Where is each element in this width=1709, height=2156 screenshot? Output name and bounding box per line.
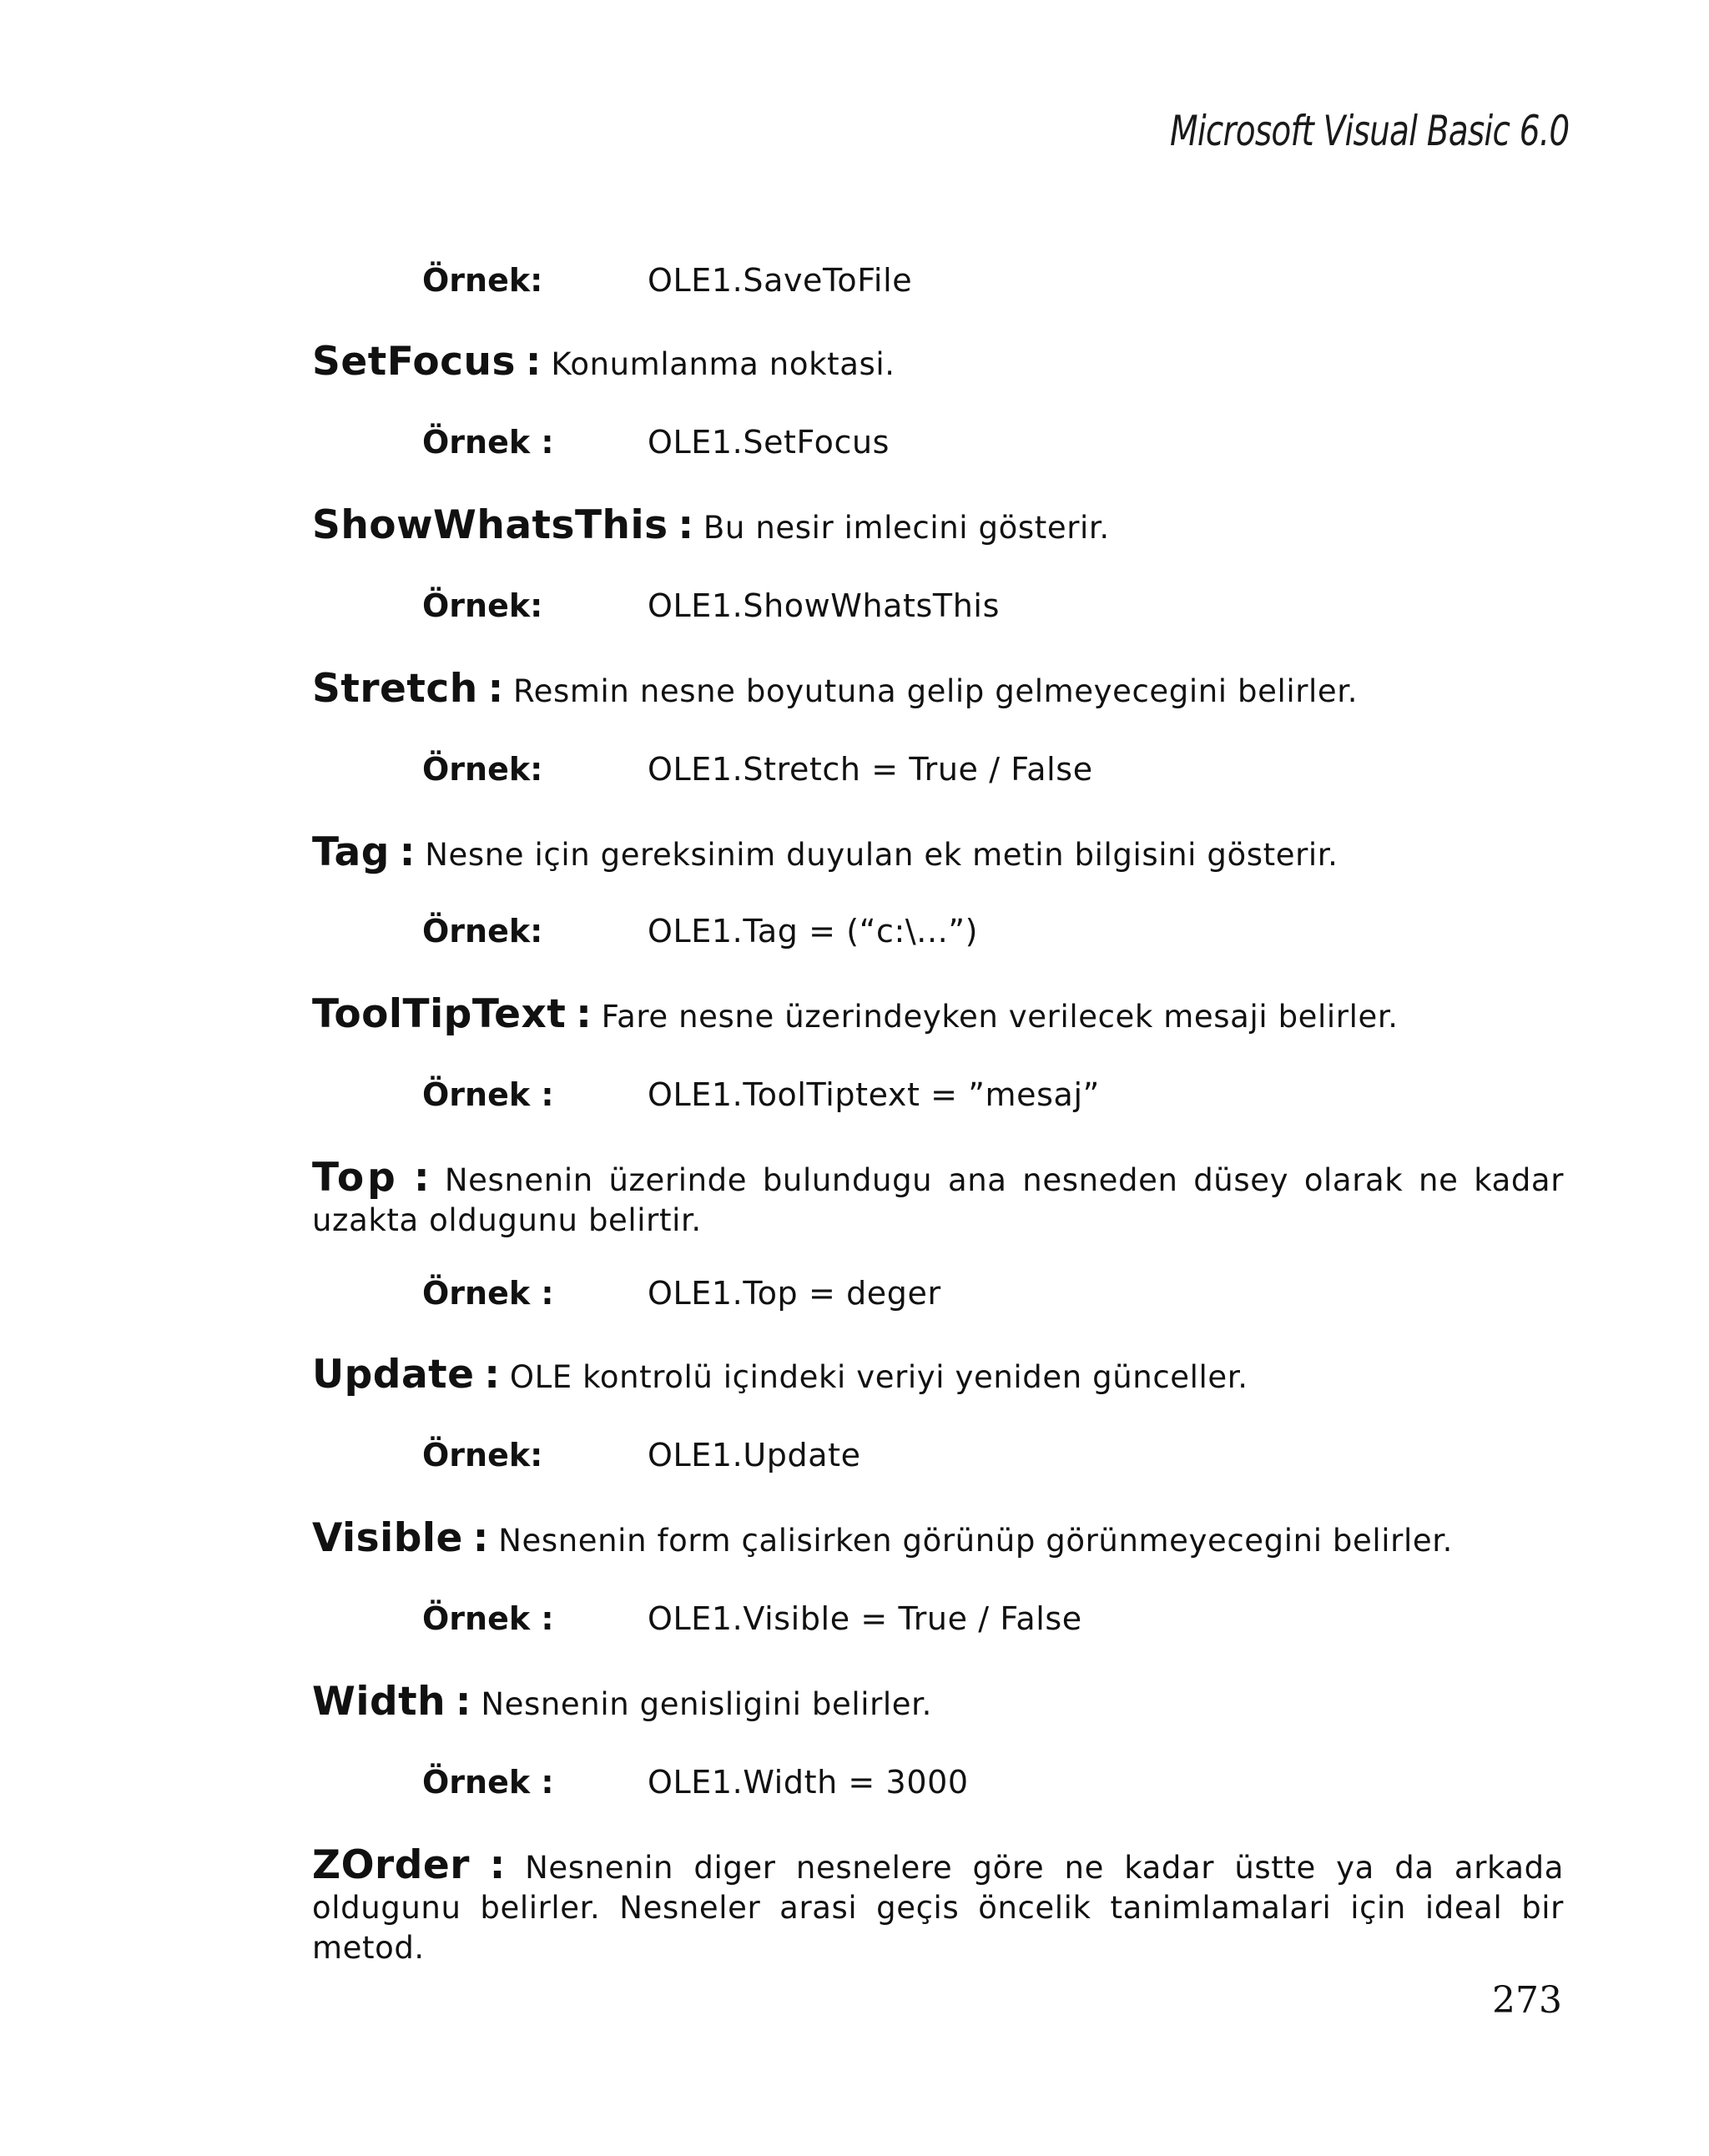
- example-code: OLE1.ShowWhatsThis: [648, 587, 1000, 624]
- entry-term: Width: [312, 1679, 446, 1725]
- entry-description: Nesnenin üzerinde bulundugu ana nesneden düsey olarak ne kadar uzakta oldugunu belirtir.: [312, 1162, 1565, 1238]
- entry-description: Nesnenin diger nesnelere göre ne kadar üstte ya da arkada oldugunu belirler. Nesneler arasi geçis öncelik tanimlamalari için ideal bir metod.: [312, 1850, 1565, 1966]
- page-number: 273: [1492, 1979, 1562, 2022]
- entry-term: Top: [312, 1155, 399, 1201]
- entry-tag: [312, 829, 1564, 875]
- entry-description: Fare nesne üzerindeyken verilecek mesaji belirler.: [601, 999, 1399, 1035]
- example-label: Örnek:: [422, 1437, 543, 1473]
- entry-description: OLE kontrolü içindeki veriyi yeniden günceller.: [509, 1359, 1248, 1395]
- entry-showwhatsthis: [312, 502, 1564, 548]
- entry-description: Nesne için gereksinim duyulan ek metin bilgisini gösterir.: [425, 837, 1338, 873]
- example-line-tooltiptext: [422, 1075, 1100, 1115]
- entry-term: ShowWhatsThis: [312, 502, 668, 548]
- example-code: OLE1.SaveToFile: [648, 262, 913, 299]
- entry-colon: :: [525, 339, 542, 385]
- example-label: Örnek :: [422, 1764, 554, 1801]
- entry-term: ToolTipText: [312, 991, 567, 1037]
- example-line-savetofile: [422, 260, 912, 300]
- example-code: OLE1.Visible = True / False: [648, 1600, 1082, 1637]
- entry-colon: :: [678, 502, 694, 548]
- entry-width: [312, 1679, 1564, 1725]
- example-line-stretch: [422, 749, 1093, 789]
- example-line-width: [422, 1762, 969, 1802]
- example-label: Örnek :: [422, 424, 554, 461]
- entry-description: Bu nesir imlecini gösterir.: [703, 510, 1110, 546]
- entry-visible: [312, 1515, 1564, 1561]
- example-code: OLE1.SetFocus: [648, 424, 890, 461]
- example-line-visible: [422, 1599, 1082, 1639]
- example-line-setfocus: [422, 422, 890, 462]
- entry-term: Update: [312, 1352, 475, 1398]
- entry-term: SetFocus: [312, 339, 516, 385]
- example-code: OLE1.Width = 3000: [648, 1764, 969, 1801]
- entry-description: Konumlanma noktasi.: [551, 346, 895, 382]
- entry-colon: :: [399, 829, 416, 875]
- example-label: Örnek :: [422, 1076, 554, 1113]
- entry-colon: :: [484, 1352, 501, 1398]
- example-code: OLE1.Update: [648, 1437, 861, 1473]
- entry-colon: :: [489, 1842, 506, 1888]
- entry-term: Stretch: [312, 666, 478, 712]
- entry-description: Nesnenin form çalisirken görünüp görünmeyecegini belirler.: [498, 1523, 1453, 1559]
- entry-colon: :: [487, 666, 504, 712]
- example-line-update: [422, 1435, 861, 1475]
- entry-stretch: [312, 666, 1564, 712]
- entry-colon: :: [576, 991, 592, 1037]
- entry-colon: :: [472, 1515, 489, 1561]
- entry-colon: :: [455, 1679, 471, 1725]
- example-label: Örnek :: [422, 1600, 554, 1637]
- entry-term: ZOrder: [312, 1842, 470, 1888]
- entry-update: [312, 1352, 1564, 1398]
- example-line-tag: [422, 911, 978, 951]
- example-code: OLE1.ToolTiptext = ”mesaj”: [648, 1076, 1100, 1113]
- example-code: OLE1.Stretch = True / False: [648, 751, 1093, 788]
- example-code: OLE1.Tag = (“c:\...”): [648, 913, 979, 950]
- example-label: Örnek :: [422, 1275, 554, 1312]
- entry-description: Nesnenin genisligini belirler.: [481, 1686, 932, 1722]
- example-label: Örnek:: [422, 913, 543, 950]
- example-line-top: [422, 1273, 941, 1313]
- entry-term: Tag: [312, 829, 390, 875]
- example-label: Örnek:: [422, 587, 543, 624]
- example-label: Örnek:: [422, 751, 543, 788]
- running-header: Microsoft Visual Basic 6.0: [1169, 107, 1569, 155]
- example-line-showwhatsthis: [422, 586, 1000, 626]
- entry-setfocus: [312, 339, 1564, 385]
- example-code: OLE1.Top = deger: [648, 1275, 941, 1312]
- entry-description: Resmin nesne boyutuna gelip gelmeyecegini belirler.: [513, 673, 1359, 709]
- entry-term: Visible: [312, 1515, 463, 1561]
- entry-top: [312, 1155, 1565, 1241]
- entry-tooltiptext: [312, 991, 1564, 1037]
- entry-zorder: [312, 1842, 1565, 1968]
- entry-colon: :: [413, 1155, 430, 1201]
- example-label: Örnek:: [422, 262, 543, 299]
